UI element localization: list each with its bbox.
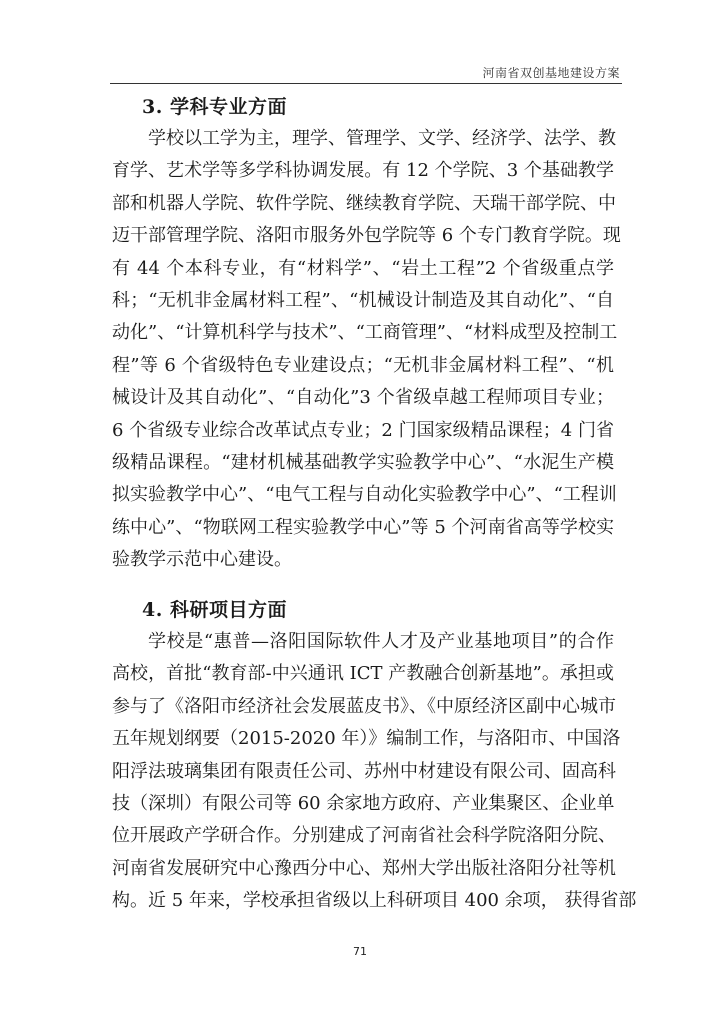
text-line: 迈干部管理学院、洛阳市服务外包学院等 6 个专门教育学院。现: [112, 225, 621, 247]
text-line: 验教学示范中心建设。: [112, 549, 292, 571]
text-line: 练中心”、“物联网工程实验教学中心”等 5 个河南省高等学校实: [112, 516, 614, 538]
section-4: [112, 598, 637, 918]
text-line: 技（深圳）有限公司等 60 余家地方政府、产业集聚区、企业单: [112, 793, 615, 815]
text-line: 级精品课程。“建材机械基础教学实验教学中心”、“水泥生产模: [112, 452, 614, 474]
text-line: 有 44 个本科专业，有“材料学”、“岩土工程”2 个省级重点学: [112, 257, 614, 279]
text-line: 构。近 5 年来，学校承担省级以上科研项目 400 余项， 获得省部: [112, 890, 637, 912]
page-number: 71: [353, 945, 367, 958]
text-line: 部和机器人学院、软件学院、继续教育学院、天瑞干部学院、中: [112, 192, 616, 214]
header-rule: [110, 83, 622, 84]
paragraph-body: [112, 626, 637, 918]
paragraph-body: [112, 123, 621, 577]
running-header: 河南省双创基地建设方案: [482, 66, 620, 80]
text-line: 高校，首批“教育部-中兴通讯 ICT 产教融合创新基地”。承担或: [112, 663, 614, 685]
text-line: 位开展政产学研合作。分别建成了河南省社会科学院洛阳分院、: [112, 825, 616, 847]
text-line: 河南省发展研究中心豫西分中心、郑州大学出版社洛阳分社等机: [112, 857, 616, 879]
section-3: [112, 95, 621, 577]
section-heading: 3. 学科专业方面: [142, 96, 287, 118]
text-line: 阳浮法玻璃集团有限责任公司、苏州中材建设有限公司、固高科: [112, 760, 616, 782]
text-line: 学校是“惠普—洛阳国际软件人才及产业基地项目”的合作: [148, 631, 614, 652]
text-line: 科；“无机非金属材料工程”、“机械设计制造及其自动化”、“自: [112, 290, 614, 312]
text-line: 学校以工学为主，理学、管理学、文学、经济学、法学、教: [148, 128, 616, 149]
section-heading: 4. 科研项目方面: [142, 599, 287, 621]
text-line: 参与了《洛阳市经济社会发展蓝皮书》、《中原经济区副中心城市: [112, 695, 616, 717]
text-line: 6 个省级专业综合改革试点专业；2 门国家级精品课程；4 门省: [112, 419, 614, 441]
text-line: 育学、艺术学等多学科协调发展。有 12 个学院、3 个基础教学: [112, 160, 614, 182]
text-line: 五年规划纲要（2015-2020 年）》编制工作，与洛阳市、中国洛: [112, 728, 621, 750]
text-line: 械设计及其自动化”、“自动化”3 个省级卓越工程师项目专业；: [112, 387, 614, 409]
text-line: 动化”、“计算机科学与技术”、“工商管理”、“材料成型及控制工: [112, 322, 618, 344]
text-line: 拟实验教学中心”、“电气工程与自动化实验教学中心”、“工程训: [112, 484, 617, 506]
text-line: 程”等 6 个省级特色专业建设点；“无机非金属材料工程”、“机: [112, 354, 614, 376]
